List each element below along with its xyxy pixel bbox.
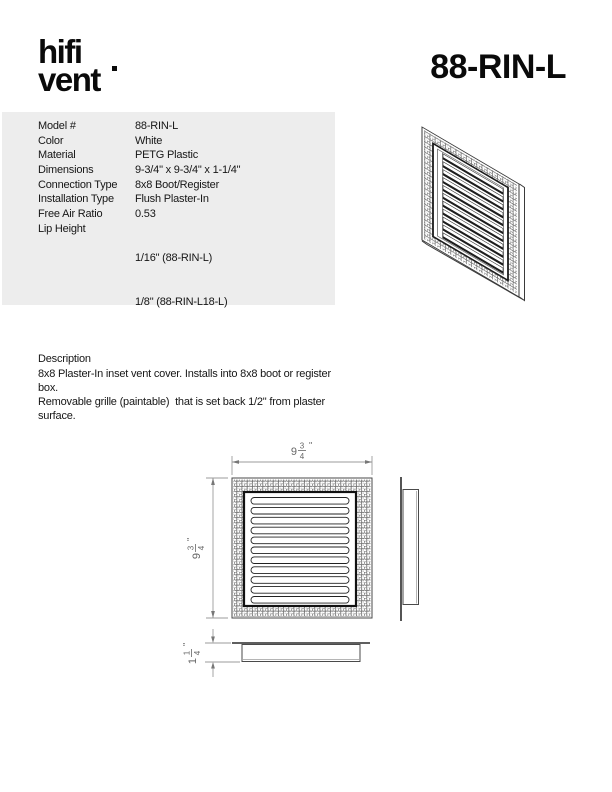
profile-view-drawing [232,643,370,662]
side-view-drawing [401,477,419,621]
louver-slot [251,597,349,604]
svg-text:4: 4 [193,650,202,656]
svg-text:9: 9 [290,446,297,458]
width-dimension [232,441,372,476]
arrowhead [232,460,239,464]
arrowhead [211,611,215,618]
svg-text:4: 4 [197,545,206,551]
spec-label: Dimensions [38,163,94,176]
depth-dimension [182,629,241,677]
depth-dimension-text [182,643,203,664]
spec-value: PETG Plastic [135,149,199,162]
spec-label: Color [38,134,64,147]
description-line: Removable grille (paintable) that is set back 1/2" from plaster surface. [38,395,328,423]
louver-slot [251,498,349,505]
spec-value: 9-3/4" x 9-3/4" x 1-1/4" [135,163,241,176]
arrowhead [211,662,215,669]
spec-label: Model # [38,120,76,132]
arrowhead [211,637,215,644]
louver-slot [251,547,349,554]
louver-slot [251,567,349,574]
svg-text:3: 3 [299,441,305,451]
height-dimension [186,478,229,618]
spec-value: 88-RIN-L [135,120,179,132]
spec-value: 8x8 Boot/Register [135,178,220,191]
svg-text:": " [181,642,192,646]
arrowhead [365,460,372,464]
louver-slot [251,537,349,544]
svg-text:4: 4 [299,452,305,461]
spec-label: Material [38,149,76,162]
svg-text:9: 9 [191,553,203,560]
description-line: 8x8 Plaster-In inset vent cover. Installs into 8x8 boot or register box. [38,367,334,394]
svg-text:1: 1 [187,658,199,665]
svg-text:": " [185,537,196,541]
spec-value: White [135,134,163,147]
louver-slot [251,577,349,584]
spec-label: Connection Type [38,178,118,191]
arrowhead [211,478,215,485]
svg-text:": " [309,440,313,451]
lip-height-line2: 1/8" (88-RIN-L18-L) [135,295,228,308]
louver-slot [251,507,349,514]
louver-slot [251,587,349,594]
product-title: 88-RIN-L [430,48,566,86]
lip-height-line1: 1/16" (88-RIN-L) [135,251,213,264]
louver-slot [251,527,349,534]
front-view-drawing [232,478,372,618]
spec-label: Free Air Ratio [38,207,103,220]
spec-value: Flush Plaster-In [135,193,209,206]
brand-line1: hifi [38,33,82,70]
height-dimension-text [186,538,207,559]
isometric-view-drawing [422,127,525,301]
louver-slot [251,557,349,564]
description-heading: Description [38,352,91,365]
front-louvers [251,498,349,604]
width-dimension-text [291,441,312,462]
spec-label: Installation Type [38,193,114,206]
spec-value: 0.53 [135,207,156,220]
spec-label: Lip Height [38,222,86,235]
louver-slot [251,517,349,524]
brand-line2: vent [38,61,100,99]
svg-text:1: 1 [182,650,192,656]
profile-body [242,645,360,662]
svg-text:3: 3 [186,545,196,551]
